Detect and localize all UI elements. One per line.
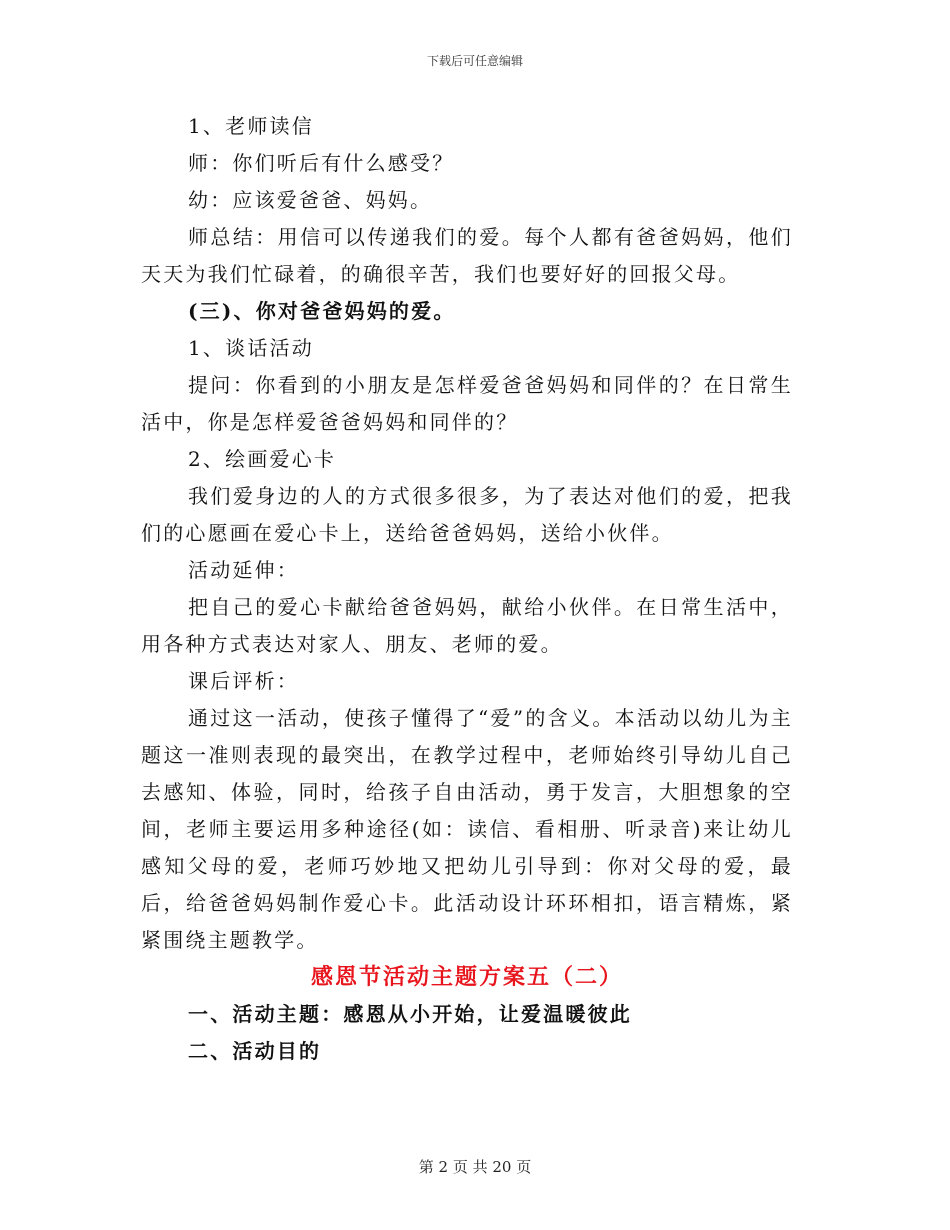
paragraph: 把自己的爱心卡献给爸爸妈妈，献给小伙伴。在日常生活中，用各种方式表达对家人、朋友、老师的爱。 [141, 595, 793, 656]
paragraph: 1、老师读信 [188, 114, 314, 138]
paragraph: 师总结：用信可以传递我们的爱。每个人都有爸爸妈妈，他们天天为我们忙碌着，的确很辛苦，我们也要好好的回报父母。 [141, 225, 793, 286]
page-footer: 第 2 页 共 20 页 [418, 1158, 532, 1176]
heading-activity-theme: 一、活动主题：感恩从小开始，让爱温暖彼此 [188, 1002, 632, 1026]
heading-activity-purpose: 二、活动目的 [188, 1039, 322, 1063]
paragraph: 我们爱身边的人的方式很多很多，为了表达对他们的爱，把我们的心愿画在爱心卡上，送给爸爸妈妈，送给小伙伴。 [141, 484, 793, 545]
section-title: 感恩节活动主题方案五（二） [310, 964, 623, 990]
paragraph: 2、绘画爱心卡 [188, 447, 337, 471]
paragraph: 提问：你看到的小朋友是怎样爱爸爸妈妈和同伴的？在日常生活中，你是怎样爱爸爸妈妈和同伴的？ [141, 373, 793, 434]
section-heading: (三)、你对爸爸妈妈的爱。 [188, 299, 456, 323]
paragraph: 师：你们听后有什么感受？ [188, 151, 455, 175]
page-header: 下载后可任意编辑 [426, 54, 523, 68]
paragraph: 通过这一活动，使孩子懂得了“爱”的含义。本活动以幼儿为主题这一准则表现的最突出，在教学过程中，老师始终引导幼儿自己去感知、体验，同时，给孩子自由活动，勇于发言，大胆想象的空间，老师主要运用多种途径(如：读信、看相册、听录音)来让幼儿感知父母的爱，老师巧妙地又把幼儿引导到：你对父母的爱，最后，给爸爸妈妈制作爱心卡。此活动设计环环相扣，语言精炼，紧紧围绕主题教学。 [141, 706, 793, 952]
document-body [141, 108, 793, 1070]
paragraph: 活动延伸： [188, 558, 299, 582]
paragraph: 1、谈话活动 [188, 336, 314, 360]
paragraph: 幼：应该爱爸爸、妈妈。 [188, 188, 433, 212]
paragraph: 课后评析： [188, 669, 299, 693]
